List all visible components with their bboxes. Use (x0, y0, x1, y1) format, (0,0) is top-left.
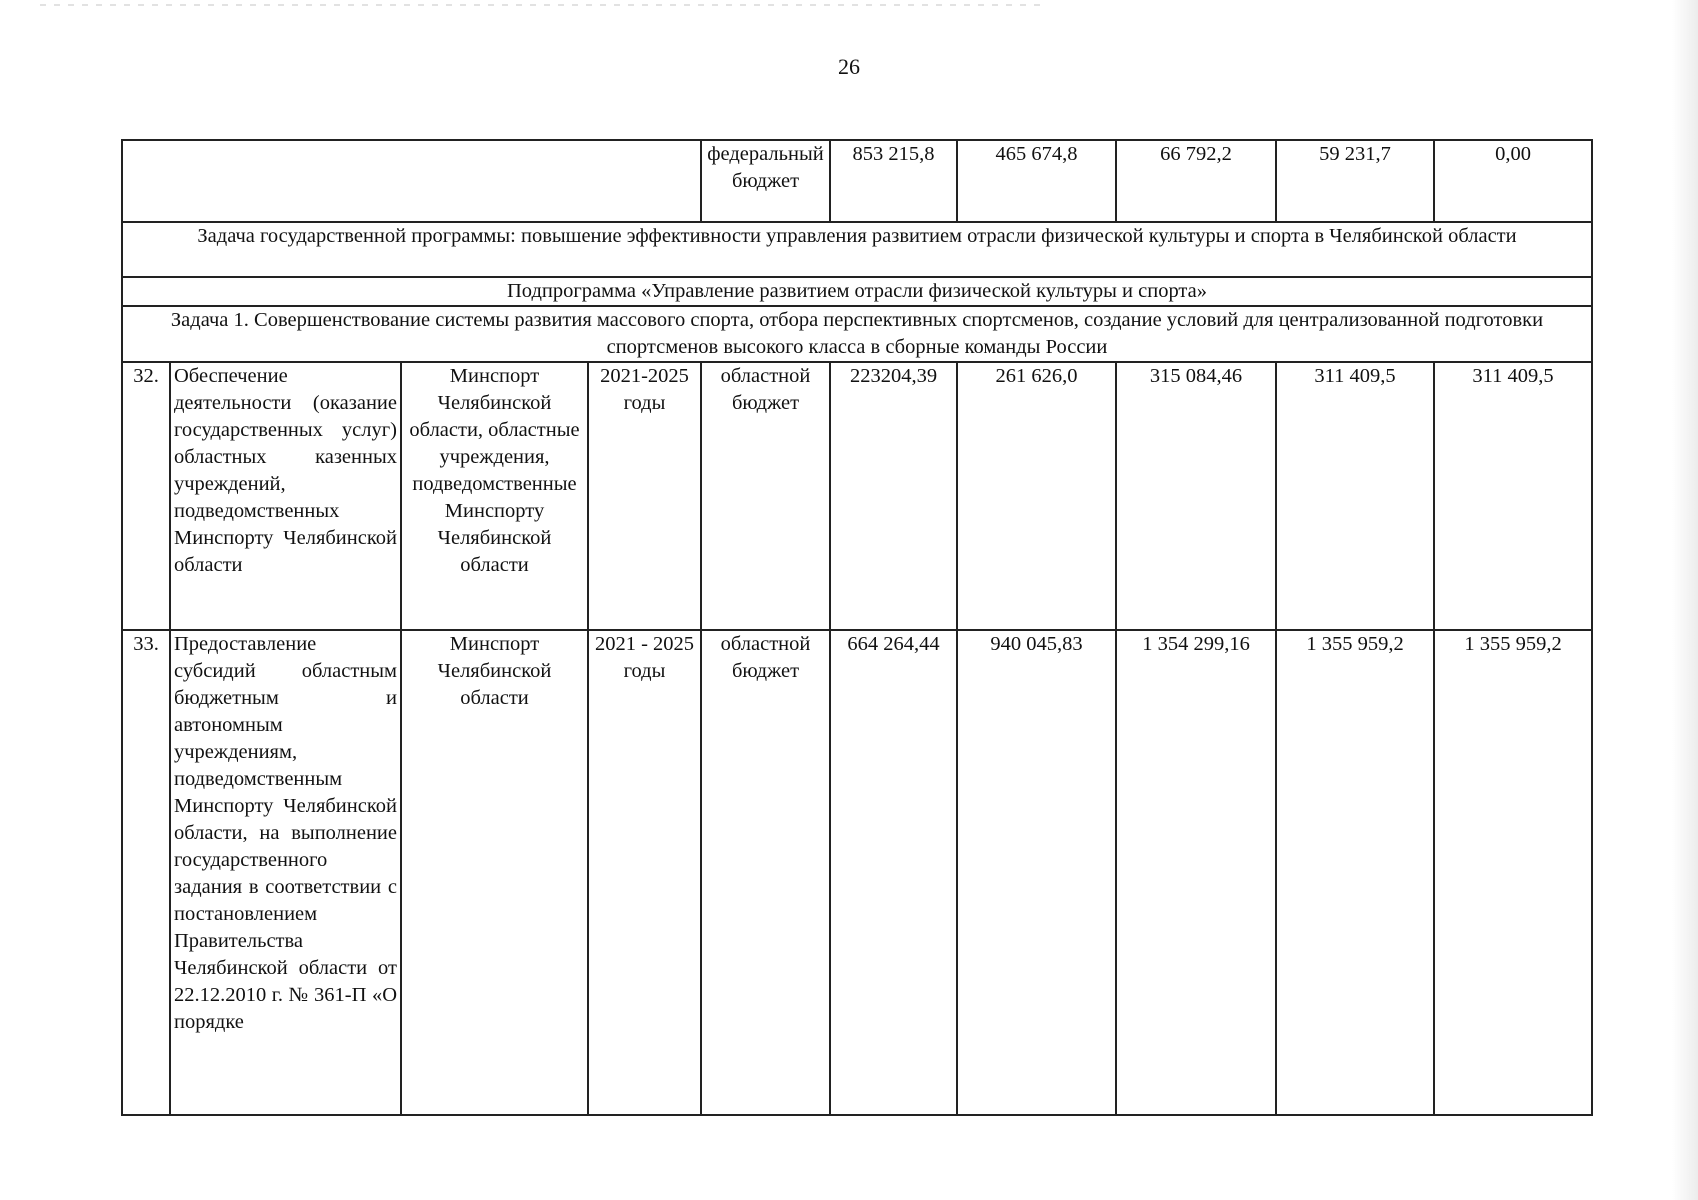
value-cell: 1 354 299,16 (1116, 630, 1276, 1115)
value-cell: 66 792,2 (1116, 140, 1276, 222)
value-cell: 1 355 959,2 (1434, 630, 1592, 1115)
activity-name: Обеспечение деятельности (оказание государственных услуг) областных казенных учреждений, подведомственных Минспорту Челябинской области (170, 362, 401, 630)
value-cell: 311 409,5 (1434, 362, 1592, 630)
page-number: 26 (838, 54, 860, 79)
period: 2021-2025 годы (588, 362, 701, 630)
funding-source: областной бюджет (701, 362, 830, 630)
budget-table (121, 139, 1593, 1116)
period: 2021 - 2025 годы (588, 630, 701, 1115)
value-cell: 315 084,46 (1116, 362, 1276, 630)
table-row (122, 140, 1592, 222)
value-cell: 853 215,8 (830, 140, 957, 222)
subprogram-title: Подпрограмма «Управление развитием отрасли физической культуры и спорта» (122, 277, 1592, 306)
task-1-text: Задача 1. Совершенствование системы развития массового спорта, отбора перспективных спортсменов, создание условий для централизованной подготовки спортсменов высокого класса в сборные команды России (122, 306, 1592, 362)
value-cell: 223204,39 (830, 362, 957, 630)
value-cell: 311 409,5 (1276, 362, 1434, 630)
empty-cell (122, 140, 701, 222)
activity-name: Предоставление субсидий областным бюджетным и автономным учреждениям, подведомственным Минспорту Челябинской области, на выполнение государственного задания в соответствии с постановлением Правительства Челябинской области от 22.12.2010 г. № 361-П «О порядке (170, 630, 401, 1115)
value-cell: 59 231,7 (1276, 140, 1434, 222)
funding-source-cell: федеральный бюджет (701, 140, 830, 222)
table-row (122, 630, 1592, 1115)
value-cell: 0,00 (1434, 140, 1592, 222)
scan-edge (1672, 0, 1698, 1200)
row-number: 32. (122, 362, 170, 630)
task-row (122, 306, 1592, 362)
value-cell: 1 355 959,2 (1276, 630, 1434, 1115)
executor: Минспорт Челябинской области (401, 630, 588, 1115)
funding-source: областной бюджет (701, 630, 830, 1115)
executor: Минспорт Челябинской области, областные учреждения, подведомственные Минспорту Челябинской области (401, 362, 588, 630)
value-cell: 940 045,83 (957, 630, 1116, 1115)
subprogram-row (122, 277, 1592, 306)
value-cell: 261 626,0 (957, 362, 1116, 630)
program-task-text: Задача государственной программы: повышение эффективности управления развитием отрасли физической культуры и спорта в Челябинской области (122, 222, 1592, 277)
scan-artifact (40, 4, 1040, 6)
table-row (122, 362, 1592, 630)
value-cell: 465 674,8 (957, 140, 1116, 222)
row-number: 33. (122, 630, 170, 1115)
program-task-row (122, 222, 1592, 277)
value-cell: 664 264,44 (830, 630, 957, 1115)
